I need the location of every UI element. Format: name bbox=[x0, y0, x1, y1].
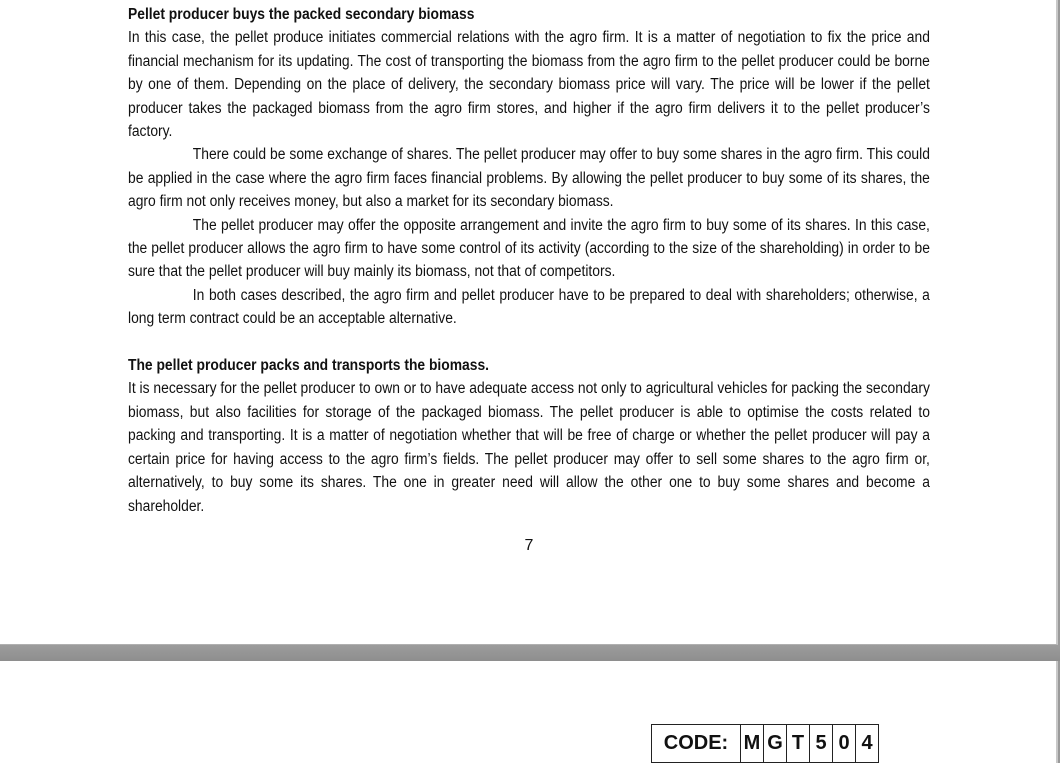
code-char-cell: T bbox=[786, 725, 809, 762]
paragraph-commercial-relations: In this case, the pellet produce initiates commercial relations with the agro firm. It is a matter of negotiation to fix the price and financial mechanism for its updating. The cost of transporting the biomass from the agro firm to the pellet producer could be borne by one of them. Depending on the place of delivery, the secondary biomass price will vary. The price will be lower if the pellet producer takes the packaged biomass from the agro firm stores, and higher if the agro firm delivers it to the pellet producer’s factory. bbox=[128, 29, 930, 141]
code-char-cell: G bbox=[763, 725, 786, 762]
document-page-next bbox=[0, 661, 1058, 763]
paragraph-both-cases: In both cases described, the agro firm and pellet producer have to be prepared to deal with shareholders; otherwise, a long term contract could be an acceptable alternative. bbox=[128, 286, 930, 328]
paragraph-spacer bbox=[128, 331, 930, 354]
paragraph-opposite-arrangement: The pellet producer may offer the opposite arrangement and invite the agro firm to buy some of its shares. In this case, the pellet producer allows the agro firm to have some control of its activity (according to the size of the shareholding) in order to be sure that the pellet producer will buy mainly its biomass, not that of competitors. bbox=[128, 216, 930, 281]
page-number: 7 bbox=[524, 537, 534, 554]
paragraph-packing-transport: It is necessary for the pellet producer to own or to have adequate access not only to agricultural vehicles for packing the secondary biomass, but also facilities for storage of the packaged biomass. The pellet producer is able to optimise the costs related to packing and transporting. It is a matter of negotiation whether that will be free of charge or whether the pellet producer will pay a certain price for having access to the agro firm’s fields. The pellet producer may offer to sell some shares to the agro firm or, alternatively, to buy some its shares. The one in greater need will allow the other one to buy some shares and become a shareholder. bbox=[128, 380, 930, 515]
code-char-cell: 0 bbox=[832, 725, 855, 762]
page-separator bbox=[0, 645, 1060, 661]
paragraph-exchange-of-shares: There could be some exchange of shares. The pellet producer may offer to buy some shares in the agro firm. This could be applied in the case where the agro firm faces financial problems. By allowing the pellet producer to buy some of its shares, the agro firm not only receives money, but also a market for its secondary biomass. bbox=[128, 146, 930, 211]
page-content bbox=[128, 3, 930, 518]
course-code-box bbox=[651, 724, 879, 763]
code-label: CODE: bbox=[652, 725, 741, 762]
code-char-cell: 4 bbox=[855, 725, 878, 762]
section-heading-buys-biomass: Pellet producer buys the packed secondary biomass bbox=[128, 6, 475, 23]
code-char-cell: M bbox=[743, 732, 761, 754]
section-heading-packs-transports: The pellet producer packs and transports the biomass. bbox=[128, 357, 490, 375]
code-char-cell: 5 bbox=[809, 725, 832, 762]
